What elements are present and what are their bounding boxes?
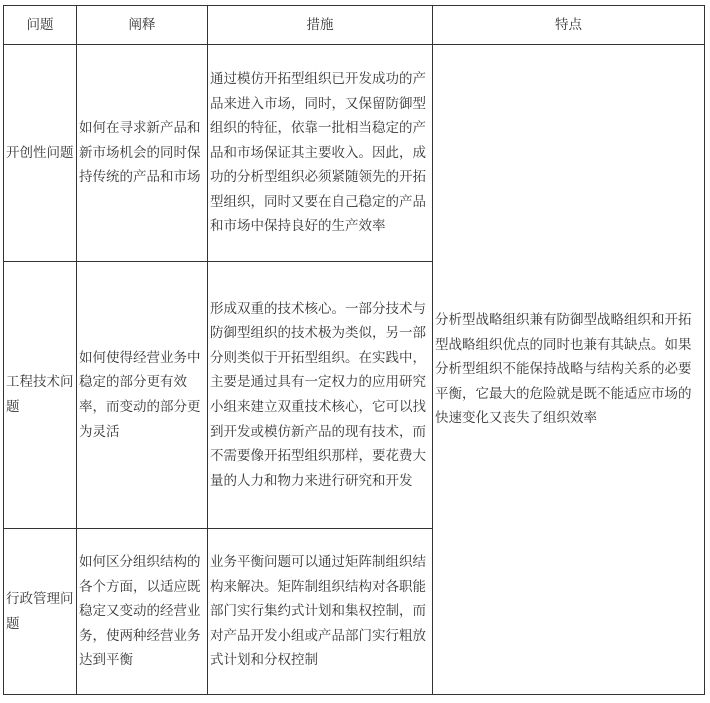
header-features: 特点 [433,6,705,45]
features-cell: 分析型战略组织兼有防御型战略组织和开拓型战略组织优点的同时也兼有其缺点。如果分析型组织不能保持战略与结构关系的必要平衡，它最大的危险就是既不能适应市场的快速变化又丧失了组织效率 [433,45,705,695]
explanation-cell: 如何在寻求新产品和新市场机会的同时保持传统的产品和市场 [77,45,208,262]
measures-cell: 形成双重的技术核心。一部分技术与防御型组织的技术极为类似，另一部分则类似于开拓型组织。在实践中，主要是通过具有一定权力的应用研究小组来建立双重技术核心，它可以找到开发或模仿新产品的现有技术，而不需要像开拓型组织那样，要花费大量的人力和物力来进行研究和开发 [208,262,433,529]
explanation-cell: 如何使得经营业务中稳定的部分更有效率，而变动的部分更为灵活 [77,262,208,529]
header-explanation: 阐释 [77,6,208,45]
strategy-table-container [3,5,705,695]
problem-cell: 工程技术问题 [4,262,77,529]
measures-cell: 通过模仿开拓型组织已开发成功的产品来进入市场，同时，又保留防御型组织的特征，依靠一批相当稳定的产品和市场保证其主要收入。因此，成功的分析型组织必须紧随领先的开拓型组织，同时又要在自己稳定的产品和市场中保持良好的生产效率 [208,45,433,262]
table-row [4,45,705,262]
explanation-cell: 如何区分组织结构的各个方面，以适应既稳定又变动的经营业务，使两种经营业务达到平衡 [77,529,208,695]
problem-cell: 行政管理问题 [4,529,77,695]
table-header-row [4,6,705,45]
analyzer-strategy-table [3,5,705,695]
header-measures: 措施 [208,6,433,45]
header-problem: 问题 [4,6,77,45]
problem-cell: 开创性问题 [4,45,77,262]
measures-cell: 业务平衡问题可以通过矩阵制组织结构来解决。矩阵制组织结构对各职能部门实行集约式计划和集权控制，而对产品开发小组或产品部门实行粗放式计划和分权控制 [208,529,433,695]
